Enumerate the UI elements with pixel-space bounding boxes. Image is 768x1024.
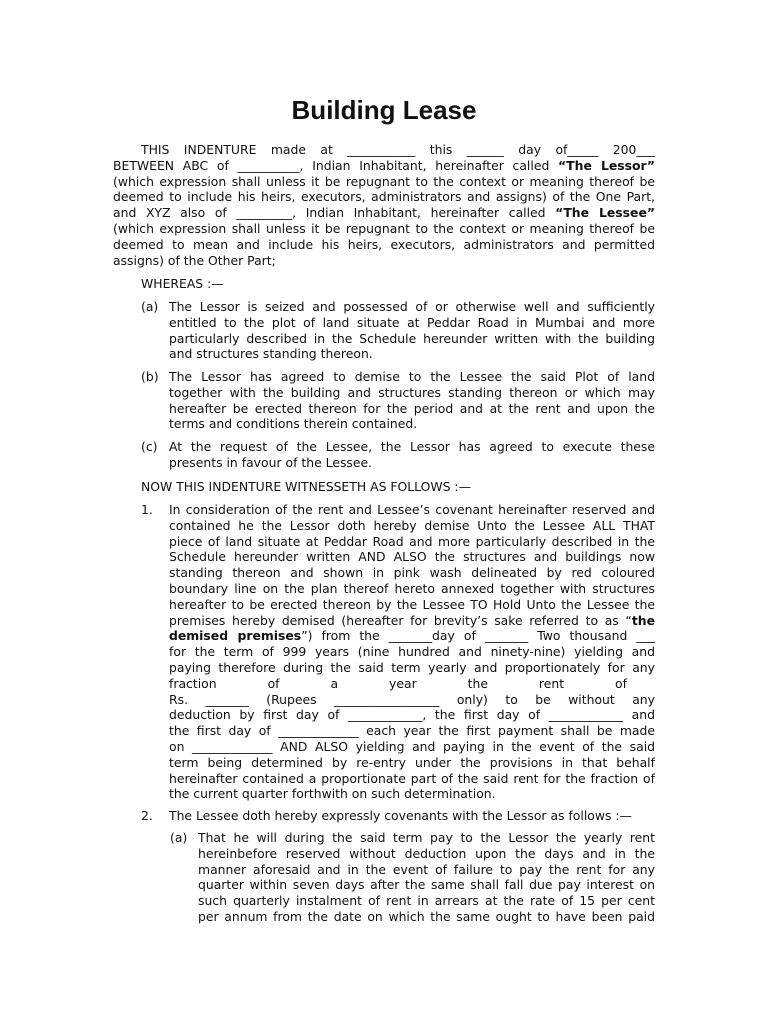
recital-line: entitled to the plot of land situate at Peddar Road in Mumbai and more [169,314,655,330]
intro-line: and XYZ also of _________, Indian Inhabitant, hereinafter called “The Lessee” [113,205,655,221]
clause-line: piece of land situate at Peddar Road and more particularly described in the [169,533,655,549]
defined-term: demised premises [169,628,302,644]
recital-line: hereafter be erected thereon for the period and at the rent and upon the [169,400,655,416]
subclause-line: quarter within seven days after the same shall fall due pay interest on [198,877,655,893]
recital-line: terms and conditions therein contained. [169,416,418,432]
intro-line: deemed to include his heirs, executors, administrators and assigns) of the One Part, [113,189,655,205]
clause-label: 2. [141,808,153,823]
intro-line: assigns) of the Other Part; [113,252,276,268]
clause-line: paying therefore during the said term yearly and proportionately for any [169,659,655,675]
lessor-term: “The Lessor” [558,157,655,173]
clause-line: hereafter to be erected thereon by the Lessee TO Hold Unto the Lessee the [169,596,655,612]
clause-line: term being determined by re-entry under the provisions in that behalf [169,754,655,770]
clause-line: Rs. _______ (Rupees _________________ only) to be without any [169,691,655,707]
clause-line: contained he the Lessor doth hereby demise Unto the Lessee ALL THAT [169,517,655,533]
subclause-line: hereinbefore reserved without deduction upon the days and in the [198,845,655,861]
subclause-line: manner aforesaid and in the event of failure to pay the rent for any [198,861,655,877]
clause-line: hereinafter contained a proportionate part of the said rent for the fraction of [169,770,655,786]
intro-line: BETWEEN ABC of __________, Indian Inhabitant, hereinafter called “The Lessor” [113,157,655,173]
document-title: Building Lease [291,95,477,125]
clause-line: the current quarter forthwith on such determination. [169,786,496,802]
recital-line: presents in favour of the Lessee. [169,454,373,470]
recital-b [141,369,655,433]
lessee-term: “The Lessee” [555,205,655,221]
clause-line: Schedule hereunder written AND ALSO the structures and buildings now [169,549,655,565]
clause-line-fraction: fraction of a year the rent of [169,675,627,691]
whereas-heading [141,276,683,292]
recital-line: and structures standing thereon. [169,346,373,362]
clause-2 [141,808,655,824]
clause-line: demised premises”) from the _______day of _______ Two thousand ___ [169,628,655,644]
clause-line: for the term of 999 years (nine hundred and ninety-nine) yielding and [169,644,655,660]
subclause-line: per annum from the date on which the same ought to have been paid [198,908,655,924]
intro-paragraph [113,142,655,268]
clause-line: on _____________ AND ALSO yielding and paying in the event of the said [169,738,655,754]
subclause-line: That he will during the said term pay to the Lessor the yearly rent [198,830,655,845]
clause-line: standing thereon and shown in pink wash delineated by red coloured [169,565,655,581]
defined-term: the [631,612,655,628]
clause-2a [170,830,655,926]
recital-line: The Lessor has agreed to demise to the Lessee the said Plot of land [169,369,655,384]
witnesseth-text: NOW THIS INDENTURE WITNESSETH AS FOLLOWS :— [141,479,471,494]
clause-line: premises hereby demised (hereafter for brevity’s sake referred to as “the [169,612,655,628]
intro-line: deemed to mean and include his heirs, executors, administrators and permitted [113,236,655,252]
clause-line: The Lessee doth hereby expressly covenants with the Lessor as follows :— [169,808,632,823]
intro-line: (which expression shall unless it be repugnant to the context or meaning thereof be [113,220,655,236]
recital-line: The Lessor is seized and possessed of or otherwise well and sufficiently [169,299,655,314]
intro-line: (which expression shall unless it be repugnant to the context or meaning thereof be [113,173,655,189]
recital-c [141,439,655,471]
intro-line: THIS INDENTURE made at ___________ this ______ day of_____ 200___ [141,142,655,157]
recital-a [141,299,655,363]
recital-label: (a) [141,299,159,314]
subclause-label: (a) [170,830,188,845]
witnesseth-heading [141,479,683,495]
clause-1 [141,502,655,802]
recital-label: (c) [141,439,158,454]
subclause-line: such quarterly instalment of rent in arrears at the rate of 15 per cent [198,893,655,909]
recital-label: (b) [141,369,159,384]
clause-label: 1. [141,502,153,517]
clause-line: deduction by first day of ____________, the first day of ____________ and [169,707,655,723]
clause-line: In consideration of the rent and Lessee’s covenant hereinafter reserved and [169,502,655,517]
clause-line: the first day of _____________ each year the first payment shall be made [169,723,655,739]
recital-line: At the request of the Lessee, the Lessor has agreed to execute these [169,439,655,454]
recital-line: particularly described in the Schedule hereunder written with the building [169,330,655,346]
whereas-text: WHEREAS :— [141,276,224,291]
clause-line: boundary line on the plan thereof hereto annexed together with structures [169,580,655,596]
recital-line: together with the building and structures standing thereon or which may [169,384,655,400]
